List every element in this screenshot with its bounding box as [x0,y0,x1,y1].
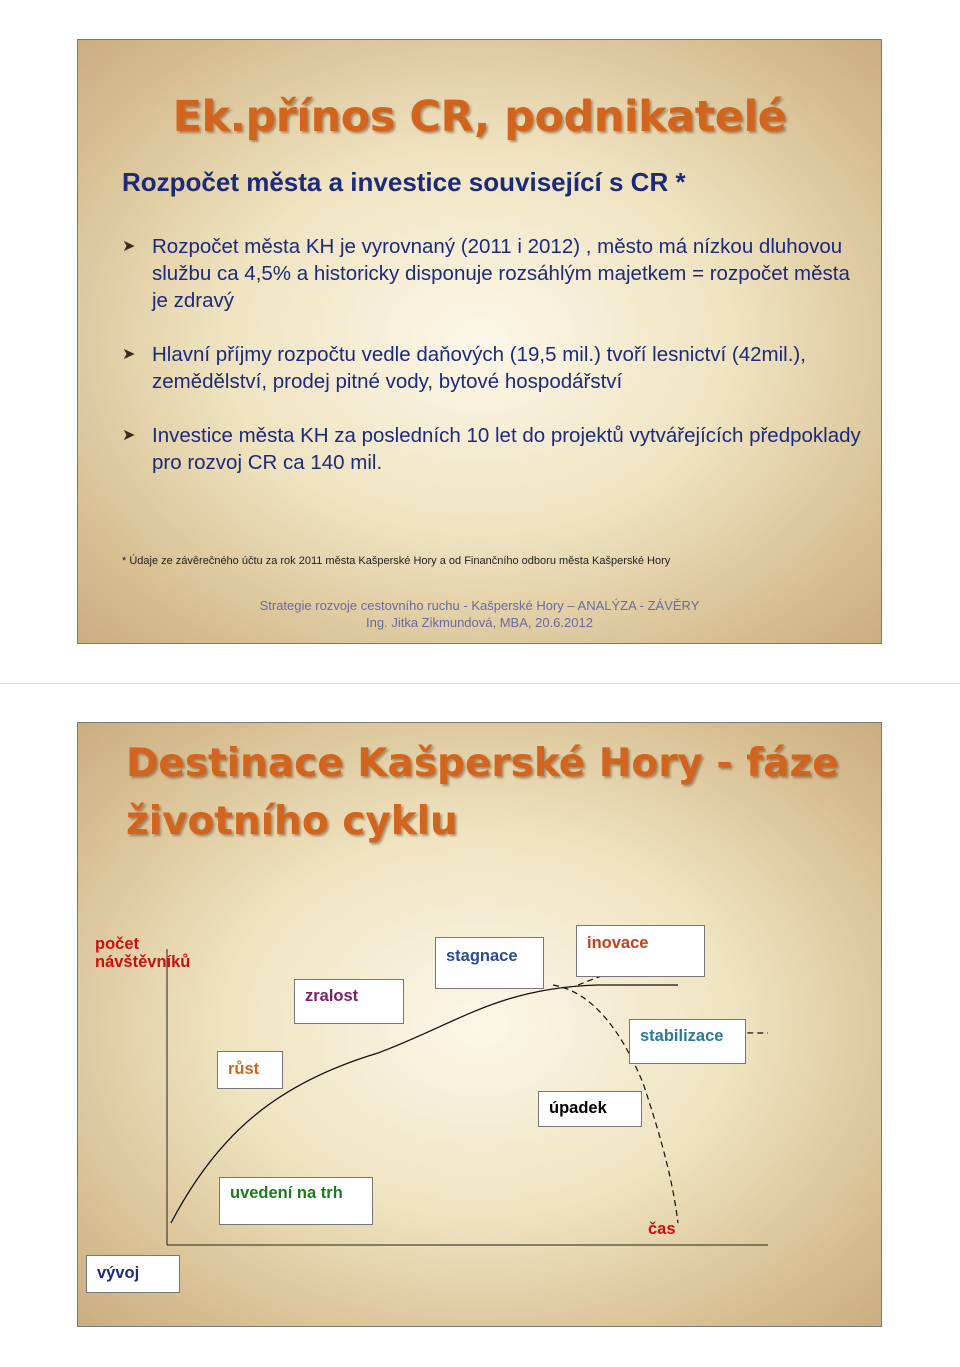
slide-subtitle: Rozpočet města a investice související s CR * [122,167,686,197]
vyvoj-box [86,1255,180,1293]
footer-strategy: Strategie rozvoje cestovního ruchu - Kašperské Hory – ANALÝZA - ZÁVĚRY [259,598,700,613]
phase-zralost-label: zralost [305,987,359,1005]
phase-stagnace-box [435,937,544,989]
phase-stabilizace-label: stabilizace [640,1027,724,1045]
phase-inovace-box [576,925,705,977]
title-line-2: životního cyklu [126,799,458,844]
bullet-list [122,233,862,503]
phase-zralost-box [294,979,404,1024]
bullet-item [122,341,862,395]
y-axis-label-line-1: počet [95,935,140,953]
bullet-text: Rozpočet města KH je vyrovnaný (2011 i 2012) , město má nízkou dluhovou službu ca 4,5% a historicky disponuje rozsáhlým majetkem = rozpočet města je zdravý [152,235,850,312]
bullet-text: Investice města KH za posledních 10 let do projektů vytvářejících předpoklady pro rozvoj CR ca 140 mil. [152,424,861,474]
phase-uvedeni-label: uvedení na trh [230,1184,343,1202]
phase-uvedeni-box [219,1177,373,1225]
y-axis-label-line-2: návštěvníků [95,953,191,971]
phase-upadek-label: úpadek [549,1099,607,1117]
phase-stagnace-label: stagnace [446,947,518,965]
phase-rust-box [217,1051,283,1089]
title-line-1: Destinace Kašperské Hory - fáze [126,741,839,786]
phase-upadek-box [538,1091,642,1127]
y-axis-label [95,935,190,971]
bullet-item [122,422,862,476]
slide-economic-benefit [77,39,882,644]
arrow-bullet-icon: ➤ [122,346,136,363]
bullet-text: Hlavní příjmy rozpočtu vedle daňových (19,5 mil.) tvoří lesnictví (42mil.), zemědělství, prodej pitné vody, bytové hospodářství [152,343,806,393]
phase-stabilizace-box [629,1019,746,1064]
slide-title: Ek.přínos CR, podnikatelé [172,92,787,142]
footer-author: Ing. Jitka Zikmundová, MBA, 20.6.2012 [366,615,593,630]
slide-life-cycle [77,722,882,1327]
bullet-item [122,233,862,314]
phase-rust-label: růst [228,1060,260,1078]
page-divider [0,683,960,684]
life-cycle-diagram [78,723,882,1327]
vyvoj-label: vývoj [97,1264,140,1282]
arrow-bullet-icon: ➤ [122,427,136,444]
arrow-bullet-icon: ➤ [122,238,136,255]
x-axis-label: čas [648,1220,676,1238]
footnote: * Údaje ze závěrečného účtu za rok 2011 města Kašperské Hory a od Finančního odboru města Kašperské Hory [122,555,671,567]
phase-inovace-label: inovace [587,934,649,952]
